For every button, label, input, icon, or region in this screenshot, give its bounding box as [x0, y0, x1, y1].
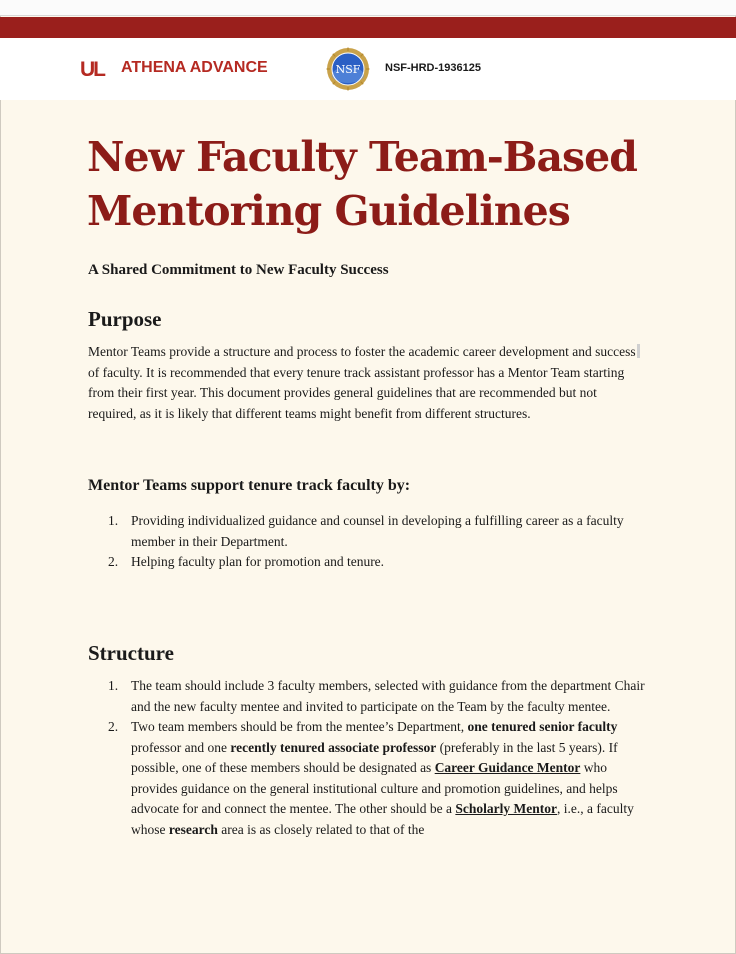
purpose-heading: Purpose — [88, 307, 162, 331]
top-edge — [0, 0, 736, 16]
text-run: (preferably in the last 5 years). If possible, one of these members should be designated as — [131, 739, 618, 775]
list-item — [108, 552, 653, 573]
text-run: , i.e., a faculty whose — [131, 801, 634, 837]
list-item — [108, 676, 653, 717]
grant-number: NSF-HRD-1936125 — [385, 62, 481, 74]
nsf-logo-text: NSF — [335, 63, 361, 76]
text-run: area is as closely related to that of the — [217, 821, 425, 837]
list-text: Providing individualized guidance and counsel in developing a fulfilling career as a faculty member in their Department. — [131, 513, 624, 549]
document-header — [0, 38, 736, 100]
list-number: 1. — [108, 513, 119, 528]
list-number: 1. — [108, 678, 119, 693]
list-item — [108, 717, 653, 840]
text-run: Two team members should be from the mentee’s Department, — [131, 719, 468, 734]
list-number: 2. — [108, 719, 119, 734]
career-guidance-mentor-term: Career Guidance Mentor — [434, 760, 581, 775]
page-subtitle: A Shared Commitment to New Faculty Success — [88, 262, 389, 278]
list-number: 2. — [108, 554, 119, 569]
purpose-paragraph: Mentor Teams provide a structure and process to foster the academic career development and success of faculty. It is recommended that every tenure track assistant professor has a Mentor Team starting from their first year. This document provides general guidelines that are recommended but not required, as it is likely that different teams might benefit from different structures. — [88, 344, 636, 421]
athena-advance-label: ATHENA ADVANCE — [121, 59, 268, 76]
list-text: The team should include 3 faculty members, selected with guidance from the department Chair and the new faculty mentee and invited to participate on the Team by the faculty mentee. — [131, 678, 645, 714]
emphasis-research: research — [168, 821, 218, 837]
text-run: who provides guidance on the general institutional culture and promotion guidelines, and helps advocate for and connect the mentee. The other should be a — [131, 760, 618, 816]
structure-list — [108, 676, 653, 840]
page-title: New Faculty Team-Based Mentoring Guidelines — [87, 133, 637, 235]
emphasis-associate-professor: recently tenured associate professor — [230, 739, 437, 755]
ul-logo: UL — [80, 58, 104, 81]
list-text — [131, 717, 653, 840]
list-item — [108, 511, 653, 552]
emphasis-senior-faculty: one tenured senior faculty — [467, 719, 618, 734]
support-list — [108, 511, 653, 573]
scholarly-mentor-term: Scholarly Mentor — [455, 801, 557, 816]
text-run: professor and one — [131, 739, 231, 755]
header-red-bar — [0, 17, 736, 38]
list-text: Helping faculty plan for promotion and tenure. — [131, 554, 385, 569]
structure-heading: Structure — [88, 641, 174, 665]
text-cursor — [637, 344, 640, 358]
nsf-logo-icon — [326, 47, 370, 91]
support-heading: Mentor Teams support tenure track faculty by: — [88, 477, 411, 494]
